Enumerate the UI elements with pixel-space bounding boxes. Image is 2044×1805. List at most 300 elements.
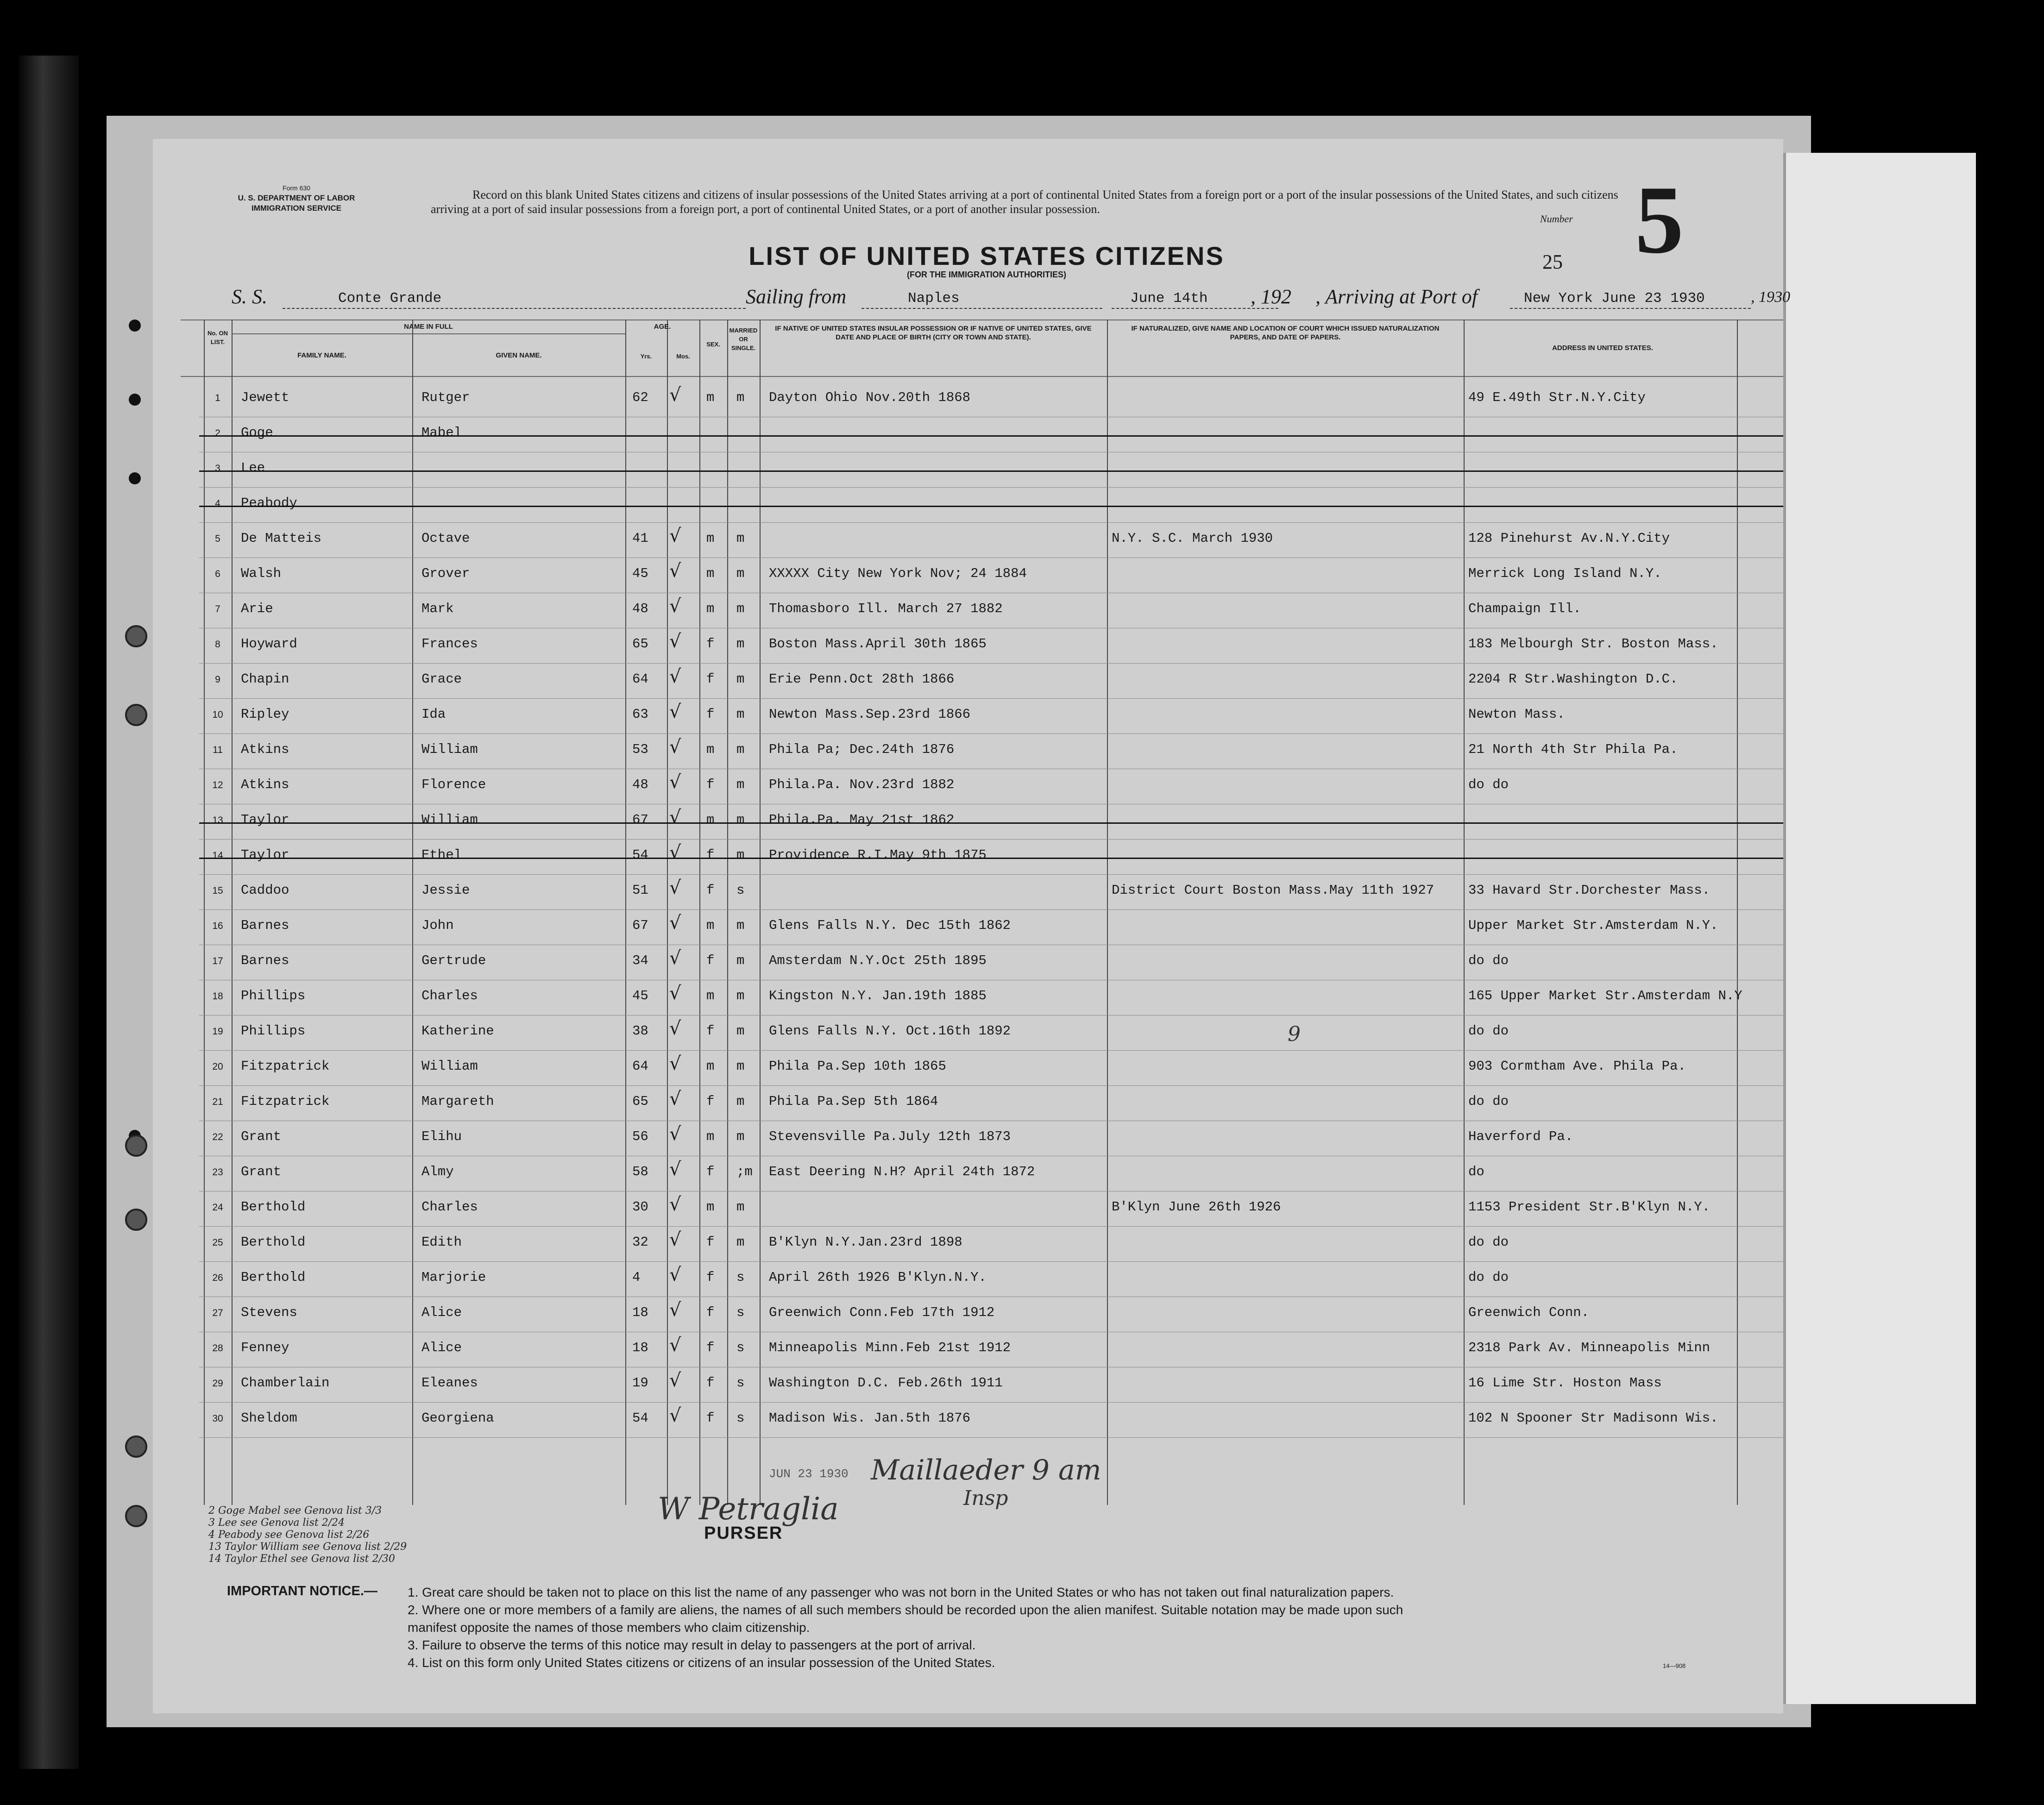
row-number: 7 (215, 604, 220, 614)
cell-sex: f (706, 1410, 715, 1426)
cell-birth: Erie Penn.Oct 28th 1866 (769, 671, 955, 687)
col-address: ADDRESS IN UNITED STATES. (1552, 344, 1653, 352)
cell-ms: m (736, 671, 745, 687)
cell-ms: m (736, 847, 745, 863)
notice-item: manifest opposite the names of those members who claim citizenship. (408, 1620, 810, 1635)
binder-edge (19, 56, 79, 1769)
row-number: 21 (212, 1097, 223, 1107)
row-number: 8 (215, 639, 220, 650)
hand-note: 3 Lee see Genova list 2/24 (208, 1517, 345, 1529)
row-number: 15 (212, 885, 223, 896)
year-prefix: , 192 (1251, 285, 1291, 308)
cell-ms: s (736, 1340, 745, 1355)
col-family-name: FAMILY NAME. (297, 351, 346, 359)
col-given-name: GIVEN NAME. (496, 351, 542, 359)
cell-addr: Newton Mass. (1468, 707, 1565, 722)
form-code: 14—908 (1663, 1662, 1686, 1669)
row-number: 19 (212, 1026, 223, 1037)
cell-family: Berthold (241, 1199, 306, 1215)
checkmark-icon: √ (669, 736, 681, 758)
checkmark-icon: √ (669, 1018, 681, 1039)
cell-addr: do do (1468, 1094, 1509, 1109)
hand-note: 4 Peabody see Genova list 2/26 (208, 1529, 370, 1541)
cell-age: 19 (632, 1375, 648, 1391)
row-rule (199, 1402, 1783, 1403)
sailing-date: June 14th (1130, 290, 1208, 307)
punch-hole (129, 320, 141, 332)
cell-sex: m (706, 1059, 715, 1074)
cell-age: 51 (632, 883, 648, 898)
cell-birth: Dayton Ohio Nov.20th 1868 (769, 390, 971, 405)
department-header (199, 183, 394, 213)
notice-item: 3. Failure to observe the terms of this notice may result in delay to passengers at the port of arrival. (408, 1638, 976, 1652)
checkmark-icon: √ (669, 595, 681, 617)
cell-age: 4 (632, 1270, 641, 1285)
cell-sex: f (706, 1340, 715, 1355)
cell-given: Mark (421, 601, 454, 616)
cell-birth: Amsterdam N.Y.Oct 25th 1895 (769, 953, 987, 968)
cell-age: 54 (632, 1410, 648, 1426)
binder-ring (125, 625, 147, 647)
cell-sex: m (706, 566, 715, 581)
binder-ring (125, 1505, 147, 1527)
cell-addr: Greenwich Conn. (1468, 1305, 1590, 1320)
hand-note: 14 Taylor Ethel see Genova list 2/30 (208, 1553, 395, 1565)
cell-addr: 128 Pinehurst Av.N.Y.City (1468, 531, 1670, 546)
cell-addr: Champaign Ill. (1468, 601, 1581, 616)
cell-ms: m (736, 953, 745, 968)
cell-birth: Phila Pa.Sep 10th 1865 (769, 1059, 946, 1074)
cell-addr: 2204 R Str.Washington D.C. (1468, 671, 1678, 687)
row-number: 3 (215, 463, 220, 474)
cell-sex: f (706, 847, 715, 863)
cell-age: 63 (632, 707, 648, 722)
cell-given: Georgiena (421, 1410, 494, 1426)
cell-given: Ethel (421, 847, 462, 863)
row-number: 27 (212, 1308, 223, 1318)
cell-addr: 165 Upper Market Str.Amsterdam N.Y (1468, 988, 1742, 1003)
important-notice (408, 1584, 1751, 1672)
cell-addr: 16 Lime Str. Hoston Mass (1468, 1375, 1662, 1391)
checkmark-icon: √ (669, 877, 681, 898)
cell-birth: Providence R.I.May 9th 1875 (769, 847, 987, 863)
cell-birth: Kingston N.Y. Jan.19th 1885 (769, 988, 987, 1003)
cell-addr: Upper Market Str.Amsterdam N.Y. (1468, 918, 1718, 933)
cell-family: Lee (241, 460, 265, 476)
cell-given: Charles (421, 1199, 478, 1215)
checkmark-icon: √ (669, 1335, 681, 1356)
checkmark-icon: √ (669, 1053, 681, 1074)
cell-sex: f (706, 1375, 715, 1391)
binder-ring (125, 1435, 147, 1458)
cell-family: Atkins (241, 777, 289, 792)
cell-ms: m (736, 390, 745, 405)
cell-sex: f (706, 883, 715, 898)
cell-addr: do do (1468, 1023, 1509, 1039)
voyage-line (232, 285, 1790, 313)
row-number: 14 (212, 850, 223, 861)
cell-addr: do do (1468, 1235, 1509, 1250)
cell-addr: do do (1468, 777, 1509, 792)
checkmark-icon: √ (669, 1370, 681, 1391)
cell-family: Phillips (241, 1023, 306, 1039)
row-rule (199, 909, 1783, 910)
strike-through-line (199, 858, 1783, 859)
checkmark-icon: √ (669, 1299, 681, 1321)
cell-addr: 2318 Park Av. Minneapolis Minn (1468, 1340, 1711, 1355)
row-number: 1 (215, 393, 220, 403)
cell-ms: m (736, 1129, 745, 1144)
cell-given: Octave (421, 531, 470, 546)
checkmark-icon: √ (669, 947, 681, 969)
cell-nat: District Court Boston Mass.May 11th 1927 (1112, 883, 1434, 898)
cell-addr: 183 Melbourgh Str. Boston Mass. (1468, 636, 1718, 652)
cell-ms: m (736, 566, 745, 581)
binder-ring (125, 1134, 147, 1157)
checkmark-icon: √ (669, 1123, 681, 1145)
checkmark-icon: √ (669, 701, 681, 722)
cell-birth: Boston Mass.April 30th 1865 (769, 636, 987, 652)
handwritten-number: 25 (1542, 251, 1563, 273)
cell-addr: do do (1468, 953, 1509, 968)
cell-age: 54 (632, 847, 648, 863)
cell-addr: 49 E.49th Str.N.Y.City (1468, 390, 1646, 405)
cell-given: Mabel (421, 425, 462, 440)
cell-family: Chapin (241, 671, 289, 687)
strike-through-line (199, 822, 1783, 824)
row-rule (199, 874, 1783, 875)
cell-given: Gertrude (421, 953, 486, 968)
cell-given: Charles (421, 988, 478, 1003)
service: IMMIGRATION SERVICE (252, 204, 341, 213)
cell-family: Walsh (241, 566, 282, 581)
cell-ms: s (736, 1410, 745, 1426)
cell-age: 56 (632, 1129, 648, 1144)
row-number: 30 (212, 1413, 223, 1424)
cell-age: 58 (632, 1164, 648, 1179)
cell-given: Frances (421, 636, 478, 652)
cell-family: Chamberlain (241, 1375, 330, 1391)
cell-given: Margareth (421, 1094, 494, 1109)
cell-given: Almy (421, 1164, 454, 1179)
row-number: 11 (213, 745, 223, 755)
checkmark-icon: √ (669, 807, 681, 828)
cell-ms: m (736, 1023, 745, 1039)
cell-birth: Thomasboro Ill. March 27 1882 (769, 601, 1003, 616)
row-number: 28 (212, 1343, 223, 1354)
row-rule (199, 839, 1783, 840)
strike-through-line (199, 435, 1783, 437)
row-rule (199, 1261, 1783, 1262)
row-rule (199, 522, 1783, 523)
binder-ring (125, 704, 147, 726)
cell-ms: m (736, 777, 745, 792)
cell-age: 41 (632, 531, 648, 546)
cell-ms: m (736, 601, 745, 616)
cell-given: John (421, 918, 454, 933)
adjacent-page (1783, 153, 1976, 1704)
cell-sex: m (706, 1199, 715, 1215)
form-number: Form 630 (283, 184, 310, 192)
row-rule (199, 733, 1783, 734)
cell-age: 67 (632, 812, 648, 827)
cell-family: Ripley (241, 707, 289, 722)
cell-family: Goge (241, 425, 273, 440)
cell-birth: East Deering N.H? April 24th 1872 (769, 1164, 1035, 1179)
punch-hole (129, 472, 141, 484)
cell-birth: April 26th 1926 B'Klyn.N.Y. (769, 1270, 987, 1285)
ss-label: S. S. (232, 285, 267, 308)
col-naturalized: IF NATURALIZED, GIVE NAME AND LOCATION OF COURT WHICH ISSUED NATURALIZATION PAPERS, AND DATE OF PAPERS. (1131, 325, 1440, 341)
cell-sex: m (706, 812, 715, 827)
list-number: 5 (1635, 166, 1684, 274)
cell-nat: B'Klyn June 26th 1926 (1112, 1199, 1281, 1215)
row-number: 24 (212, 1202, 223, 1213)
checkmark-icon: √ (669, 1088, 681, 1109)
cell-sex: f (706, 1023, 715, 1039)
cell-family: Grant (241, 1129, 282, 1144)
cell-sex: f (706, 636, 715, 652)
checkmark-icon: √ (669, 771, 681, 793)
cell-addr: 1153 President Str.B'Klyn N.Y. (1468, 1199, 1711, 1215)
cell-family: Fenney (241, 1340, 289, 1355)
row-number: 2 (215, 428, 220, 439)
row-rule (199, 1085, 1783, 1086)
cell-family: Barnes (241, 953, 289, 968)
ship-name: Conte Grande (338, 290, 442, 307)
cell-birth: Phila.Pa. May 21st 1862 (769, 812, 955, 827)
row-number: 16 (212, 921, 223, 931)
cell-sex: m (706, 531, 715, 546)
cell-age: 67 (632, 918, 648, 933)
cell-family: Barnes (241, 918, 289, 933)
cell-birth: Greenwich Conn.Feb 17th 1912 (769, 1305, 995, 1320)
cell-age: 48 (632, 601, 648, 616)
cell-family: Hoyward (241, 636, 297, 652)
row-number: 13 (212, 815, 223, 826)
checkmark-icon: √ (669, 1264, 681, 1285)
cell-age: 64 (632, 1059, 648, 1074)
cell-sex: m (706, 1129, 715, 1144)
cell-family: Fitzpatrick (241, 1059, 330, 1074)
cell-age: 64 (632, 671, 648, 687)
cell-sex: m (706, 390, 715, 405)
row-number: 5 (215, 533, 220, 544)
cell-given: Edith (421, 1235, 462, 1250)
cell-ms: s (736, 883, 745, 898)
cell-family: Sheldom (241, 1410, 297, 1426)
row-number: 4 (215, 498, 220, 509)
cell-age: 65 (632, 636, 648, 652)
punch-hole (129, 394, 141, 406)
cell-age: 45 (632, 566, 648, 581)
cell-addr: 903 Cormtham Ave. Phila Pa. (1468, 1059, 1686, 1074)
cell-ms: m (736, 531, 745, 546)
cell-family: Arie (241, 601, 273, 616)
cell-given: William (421, 742, 478, 757)
checkmark-icon: √ (669, 1229, 681, 1250)
cell-addr: Haverford Pa. (1468, 1129, 1573, 1144)
col-no: No. ON LIST. (207, 330, 228, 345)
row-rule (199, 1050, 1783, 1051)
purser-label: PURSER (704, 1523, 783, 1543)
cell-family: Grant (241, 1164, 282, 1179)
strike-through-line (199, 470, 1783, 472)
cell-addr: 33 Havard Str.Dorchester Mass. (1468, 883, 1711, 898)
date-stamp: JUN 23 1930 (769, 1467, 849, 1481)
cell-ms: m (736, 1059, 745, 1074)
checkmark-icon: √ (669, 842, 681, 863)
checkmark-icon: √ (669, 1405, 681, 1426)
notice-item: 4. List on this form only United States citizens or citizens of an insular possession of the United States. (408, 1655, 995, 1670)
cell-addr: 21 North 4th Str Phila Pa. (1468, 742, 1678, 757)
cell-birth: Washington D.C. Feb.26th 1911 (769, 1375, 1003, 1391)
hand-note: 2 Goge Mabel see Genova list 3/3 (208, 1505, 382, 1517)
row-rule (199, 698, 1783, 699)
cell-sex: f (706, 1235, 715, 1250)
cell-given: Alice (421, 1305, 462, 1320)
cell-family: Fitzpatrick (241, 1094, 330, 1109)
row-number: 9 (215, 674, 220, 685)
col-married: MARRIED OR SINGLE. (729, 327, 758, 351)
cell-family: Caddoo (241, 883, 289, 898)
cell-birth: Madison Wis. Jan.5th 1876 (769, 1410, 971, 1426)
cell-age: 48 (632, 777, 648, 792)
cell-age: 65 (632, 1094, 648, 1109)
cell-given: Jessie (421, 883, 470, 898)
col-age: AGE. (654, 323, 671, 331)
checkmark-icon: √ (669, 525, 681, 546)
cell-ms: s (736, 1305, 745, 1320)
handwritten-cross-reference (208, 1505, 407, 1565)
cell-age: 32 (632, 1235, 648, 1250)
col-years: Yrs. (640, 353, 652, 360)
cell-family: Stevens (241, 1305, 297, 1320)
cell-birth: Newton Mass.Sep.23rd 1866 (769, 707, 971, 722)
notice-title: IMPORTANT NOTICE.— (227, 1584, 377, 1598)
notice-item: 2. Where one or more members of a family are aliens, the names of all such members should be recorded upon the alien manifest. Suitable notation may be made upon such (408, 1603, 1403, 1617)
cell-ms: m (736, 918, 745, 933)
col-sex: SEX. (706, 341, 720, 348)
cell-addr: do do (1468, 1270, 1509, 1285)
cell-nat: N.Y. S.C. March 1930 (1112, 531, 1273, 546)
row-rule (199, 1437, 1783, 1438)
cell-birth: Phila.Pa. Nov.23rd 1882 (769, 777, 955, 792)
cell-family: Phillips (241, 988, 306, 1003)
intro-text: Record on this blank United States citizens and citizens of insular possessions of the United States arriving at a port of continental United States from a foreign port or a port of the insular possessions of the United States, and such citizens arriving at a port of said insular possessions from a foreign port, a port of continental United States, or a port of another insular possession. (431, 188, 1618, 216)
cell-birth: B'Klyn N.Y.Jan.23rd 1898 (769, 1235, 962, 1250)
cell-ms: ;m (736, 1164, 753, 1179)
checkmark-icon: √ (669, 384, 681, 406)
cell-birth: Minneapolis Minn.Feb 21st 1912 (769, 1340, 1011, 1355)
cell-ms: s (736, 1375, 745, 1391)
cell-age: 30 (632, 1199, 648, 1215)
row-number: 26 (212, 1272, 223, 1283)
cell-ms: m (736, 742, 745, 757)
cell-family: Taylor (241, 812, 289, 827)
from-port: Naples (908, 290, 960, 307)
checkmark-icon: √ (669, 1159, 681, 1180)
cell-ms: m (736, 812, 745, 827)
inspector-signature: Maillaeder 9 am (871, 1454, 1101, 1486)
cell-ms: m (736, 707, 745, 722)
manifest-sheet (153, 139, 1790, 1713)
cell-ms: s (736, 1270, 745, 1285)
row-number: 25 (212, 1237, 223, 1248)
row-rule (199, 663, 1783, 664)
department: U. S. DEPARTMENT OF LABOR (238, 194, 355, 202)
cell-given: William (421, 812, 478, 827)
row-number: 6 (215, 569, 220, 579)
cell-sex: f (706, 1305, 715, 1320)
cell-age: 38 (632, 1023, 648, 1039)
cell-sex: f (706, 953, 715, 968)
binder-ring (125, 1209, 147, 1231)
row-number: 22 (212, 1132, 223, 1142)
checkmark-icon: √ (669, 912, 681, 934)
cell-given: Ida (421, 707, 446, 722)
cell-sex: f (706, 1094, 715, 1109)
passenger-table (181, 320, 1783, 1505)
cell-sex: m (706, 742, 715, 757)
notice-item: 1. Great care should be taken not to place on this list the name of any passenger who was not born in the United States or who has not taken out final naturalization papers. (408, 1585, 1394, 1599)
cell-sex: f (706, 671, 715, 687)
cell-ms: m (736, 1199, 745, 1215)
cell-birth: XXXXX City New York Nov; 24 1884 (769, 566, 1027, 581)
cell-given: Katherine (421, 1023, 494, 1039)
col-name-in-full: NAME IN FULL (404, 323, 453, 331)
cell-family: Atkins (241, 742, 289, 757)
row-number: 23 (212, 1167, 223, 1178)
cell-family: Jewett (241, 390, 289, 405)
cell-birth: Phila Pa; Dec.24th 1876 (769, 742, 955, 757)
cell-given: Grover (421, 566, 470, 581)
inspector-title: Insp (963, 1486, 1008, 1510)
row-rule (199, 487, 1783, 488)
cell-sex: m (706, 601, 715, 616)
page-title: LIST OF UNITED STATES CITIZENS (748, 241, 1225, 270)
checkmark-icon: √ (669, 983, 681, 1004)
row-rule (199, 1226, 1783, 1227)
row-number: 17 (212, 956, 223, 966)
hand-note: 13 Taylor William see Genova list 2/29 (208, 1541, 407, 1553)
cell-age: 53 (632, 742, 648, 757)
cell-sex: m (706, 988, 715, 1003)
cell-given: William (421, 1059, 478, 1074)
checkmark-icon: √ (669, 631, 681, 652)
cell-given: Grace (421, 671, 462, 687)
checkmark-icon: √ (669, 666, 681, 687)
cell-given: Eleanes (421, 1375, 478, 1391)
cell-sex: f (706, 707, 715, 722)
cell-sex: f (706, 1270, 715, 1285)
cell-ms: m (736, 988, 745, 1003)
col-birth: IF NATIVE OF UNITED STATES INSULAR POSSESSION OR IF NATIVE OF UNITED STATES, GIVE DATE AND PLACE OF BIRTH (CITY OR TOWN AND STATE). (775, 325, 1092, 341)
row-number: 18 (212, 991, 223, 1002)
cell-age: 18 (632, 1305, 648, 1320)
cell-age: 34 (632, 953, 648, 968)
row-number: 12 (212, 780, 223, 790)
row-number: 20 (212, 1061, 223, 1072)
row-number: 10 (212, 709, 223, 720)
sailing-label: Sailing from (746, 285, 847, 308)
cell-given: Elihu (421, 1129, 462, 1144)
cell-birth: Glens Falls N.Y. Oct.16th 1892 (769, 1023, 1011, 1039)
cell-ms: m (736, 1094, 745, 1109)
handwritten-mark: 9 (1288, 1022, 1301, 1046)
cell-family: Taylor (241, 847, 289, 863)
checkmark-icon: √ (669, 560, 681, 582)
